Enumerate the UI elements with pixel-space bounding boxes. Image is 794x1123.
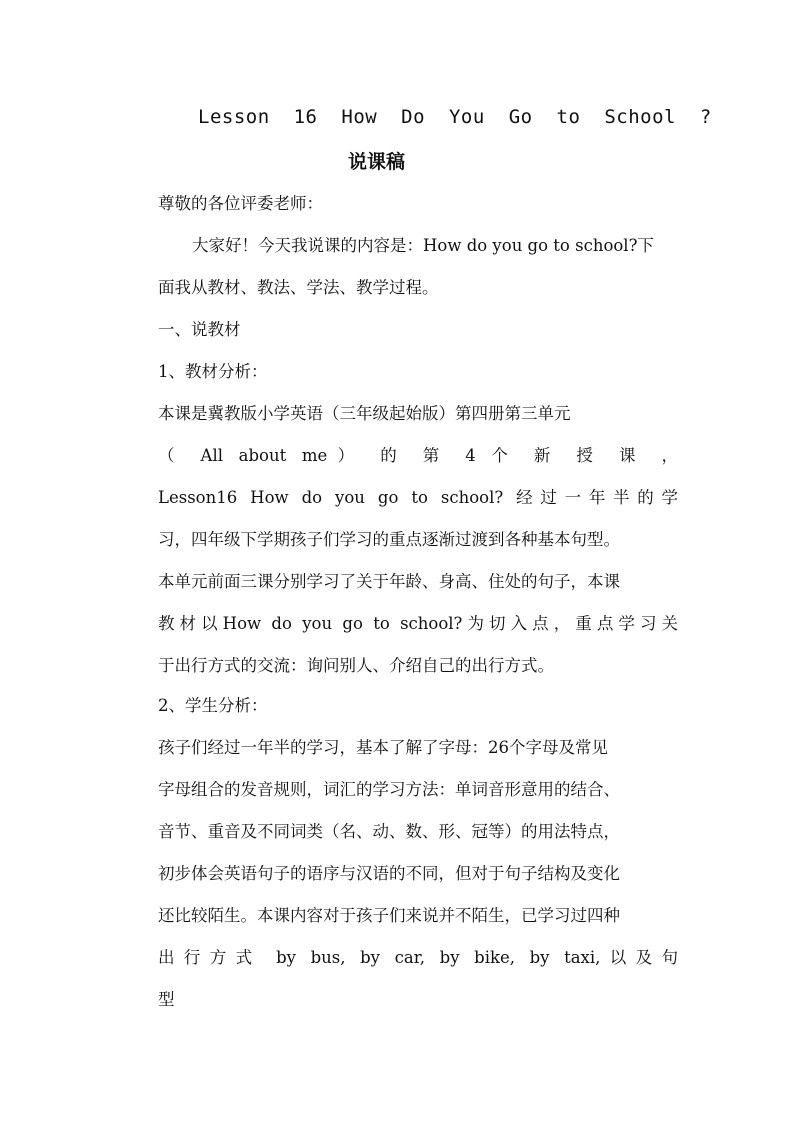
paragraph-line: 还比较陌生。本课内容对于孩子们来说并不陌生，已学习过四种 [158,906,620,925]
paragraph-line: 型 [158,990,175,1009]
paragraph-line: （ All about me） 的 第 4 个 新 授 课 ， [158,446,678,465]
subsection-heading: 2、学生分析： [158,696,268,715]
paragraph-line: 本课是冀教版小学英语（三年级起始版）第四册第三单元 [158,404,571,423]
paragraph-line: 教材以How do you go to school?为切入点，重点学习关 [158,614,678,633]
paragraph-line: 字母组合的发音规则，词汇的学习方法：单词音形意用的结合、 [158,780,620,799]
paragraph-line: 初步体会英语句子的语序与汉语的不同，但对于句子结构及变化 [158,864,620,883]
paragraph-line: 于出行方式的交流：询问别人、介绍自己的出行方式。 [158,656,554,675]
intro-line: 面我从教材、教法、学法、教学过程。 [158,278,439,297]
subsection-heading: 1、教材分析： [158,362,268,381]
greeting: 尊敬的各位评委老师： [158,194,323,213]
paragraph-line: 习，四年级下学期孩子们学习的重点逐渐过渡到各种基本句型。 [158,530,620,549]
paragraph-line: 孩子们经过一年半的学习，基本了解了字母：26个字母及常见 [158,738,608,757]
paragraph-line: 出行方式 by bus, by car, by bike, by taxi,以及句 [158,948,678,967]
page-title: Lesson 16 How Do You Go to School ? [198,106,712,128]
paragraph-line: Lesson16 How do you go to school? 经过一年半的学 [158,488,678,507]
section-heading: 一、说教材 [158,320,241,339]
page-subtitle: 说课稿 [348,151,406,173]
paragraph-line: 音节、重音及不同词类（名、动、数、形、冠等）的用法特点， [158,822,620,841]
paragraph-line: 本单元前面三课分别学习了关于年龄、身高、住处的句子，本课 [158,572,620,591]
intro-line: 大家好！今天我说课的内容是：How do you go to school?下 [192,236,654,255]
